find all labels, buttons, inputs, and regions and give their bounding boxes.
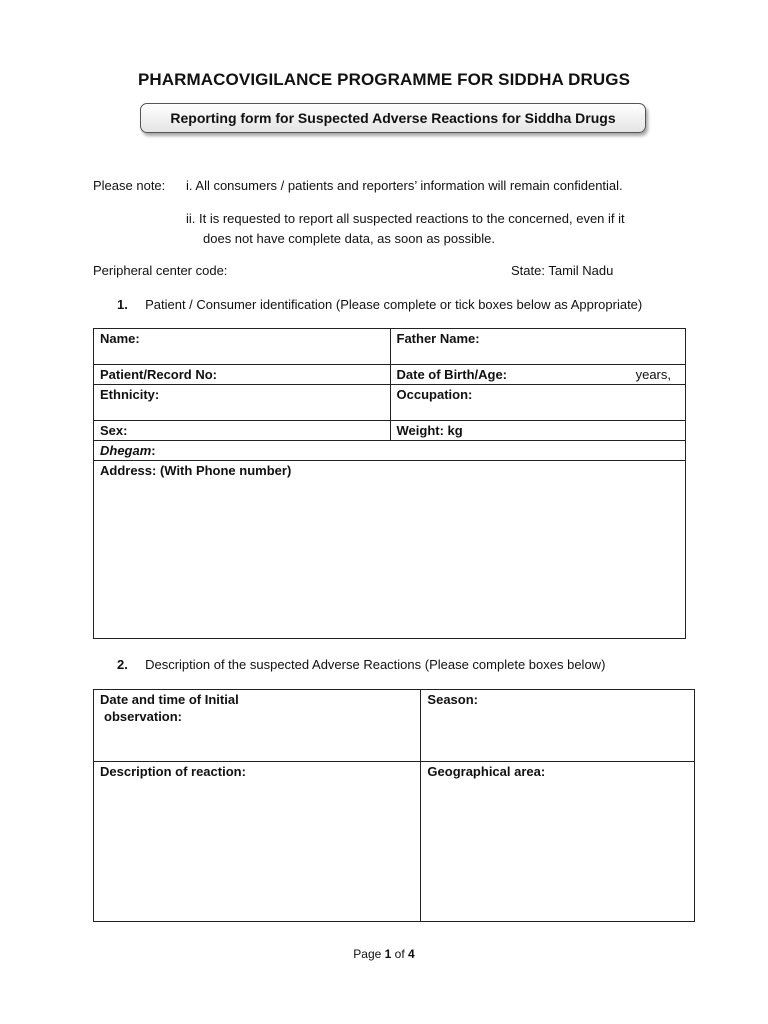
adverse-reaction-table	[93, 689, 695, 922]
section1-heading: Patient / Consumer identification (Please complete or tick boxes below as Appropriate)	[145, 297, 643, 312]
father-name-field[interactable]: Father Name:	[390, 329, 685, 365]
note-confidential: i. All consumers / patients and reporters’ information will remain confidential.	[186, 178, 623, 193]
patient-identification-table	[93, 328, 686, 639]
note-report-line2: does not have complete data, as soon as possible.	[203, 231, 495, 246]
section2-number: 2.	[117, 657, 128, 672]
years-label: years,	[635, 367, 671, 382]
page-title: PHARMACOVIGILANCE PROGRAMME FOR SIDDHA DRUGS	[137, 70, 631, 89]
sex-field[interactable]: Sex:	[94, 421, 391, 441]
reaction-description-field[interactable]: Description of reaction:	[94, 762, 421, 922]
peripheral-center-code-label: Peripheral center code:	[93, 263, 228, 278]
initial-observation-field[interactable]: Date and time of Initial observation:	[94, 690, 421, 762]
please-note-label: Please note:	[93, 178, 166, 193]
record-no-field[interactable]: Patient/Record No:	[94, 365, 391, 385]
address-field[interactable]: Address: (With Phone number)	[94, 461, 686, 639]
dob-age-field[interactable]: Date of Birth/Age: years,	[390, 365, 685, 385]
section2-heading: Description of the suspected Adverse Reactions (Please complete boxes below)	[145, 657, 606, 672]
season-field[interactable]: Season:	[421, 690, 695, 762]
geographical-area-field[interactable]: Geographical area:	[421, 762, 695, 922]
occupation-field[interactable]: Occupation:	[390, 385, 685, 421]
form-subtitle-box: Reporting form for Suspected Adverse Reactions for Siddha Drugs	[140, 103, 646, 133]
state-label: State: Tamil Nadu	[511, 263, 614, 278]
ethnicity-field[interactable]: Ethnicity:	[94, 385, 391, 421]
dhegam-field[interactable]: Dhegam:	[94, 441, 686, 461]
section1-number: 1.	[117, 297, 128, 312]
note-report-line1: ii. It is requested to report all suspected reactions to the concerned, even if it	[186, 211, 625, 226]
page-number: Page 1 of 4	[353, 947, 415, 961]
name-field[interactable]: Name:	[94, 329, 391, 365]
weight-field[interactable]: Weight: kg	[390, 421, 685, 441]
